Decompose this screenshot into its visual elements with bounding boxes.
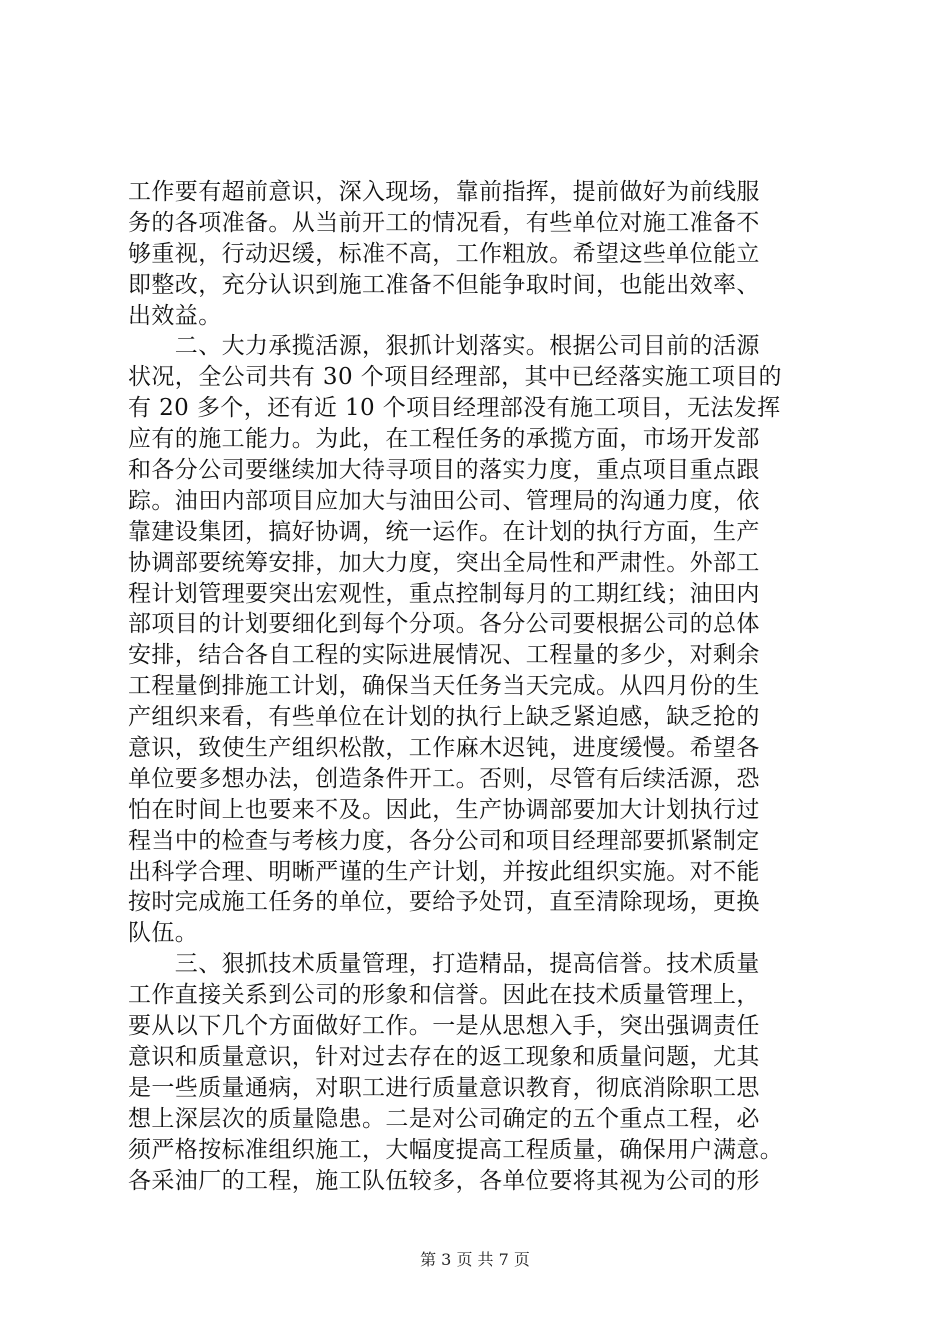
text-line: 踪。油田内部项目应加大与油田公司、管理局的沟通力度，依 — [128, 487, 760, 514]
text-line: 工程量倒排施工计划，确保当天任务当天完成。从四月份的生 — [128, 673, 760, 700]
text-line: 协调部要统筹安排，加大力度，突出全局性和严肃性。外部工 — [128, 549, 760, 576]
text-line: 怕在时间上也要来不及。因此，生产协调部要加大计划执行过 — [128, 796, 760, 823]
text-line: 意识，致使生产组织松散，工作麻木迟钝，进度缓慢。希望各 — [128, 735, 760, 762]
text-line: 出科学合理、明晰严谨的生产计划，并按此组织实施。对不能 — [128, 858, 760, 885]
text-line: 队伍。 — [128, 920, 199, 947]
text-line: 是一些质量通病，对职工进行质量意识教育，彻底消除职工思 — [128, 1074, 760, 1101]
text-line: 工作直接关系到公司的形象和信誉。因此在技术质量管理上， — [128, 982, 760, 1009]
text-line: 工作要有超前意识，深入现场，靠前指挥，提前做好为前线服 — [128, 179, 760, 205]
text-line: 有 20 多个，还有近 10 个项目经理部没有施工项目，无法发挥 — [128, 395, 781, 422]
text-line: 和各分公司要继续加大待寻项目的落实力度，重点项目重点跟 — [128, 457, 760, 484]
text-line: 靠建设集团，搞好协调，统一运作。在计划的执行方面，生产 — [128, 518, 760, 545]
text-line: 要从以下几个方面做好工作。一是从思想入手，突出强调责任 — [128, 1013, 760, 1040]
page-footer: 第 3 页 共 7 页 — [420, 1250, 530, 1269]
text-line: 出效益。 — [128, 302, 222, 329]
text-line: 即整改，充分认识到施工准备不但能争取时间，也能出效率、 — [128, 271, 760, 298]
body-text — [128, 177, 848, 1196]
text-line: 意识和质量意识，针对过去存在的返工现象和质量问题，尤其 — [128, 1043, 760, 1070]
text-line: 务的各项准备。从当前开工的情况看，有些单位对施工准备不 — [128, 209, 760, 236]
text-line: 想上深层次的质量隐患。二是对公司确定的五个重点工程，必 — [128, 1105, 760, 1132]
text-line: 安排，结合各自工程的实际进展情况、工程量的多少，对剩余 — [128, 642, 760, 669]
text-line: 各采油厂的工程，施工队伍较多，各单位要将其视为公司的形 — [128, 1167, 760, 1194]
text-line: 状况，全公司共有 30 个项目经理部，其中已经落实施工项目的 — [128, 364, 782, 391]
text-line: 产组织来看，有些单位在计划的执行上缺乏紧迫感，缺乏抢的 — [128, 704, 760, 731]
text-line: 二、大力承揽活源，狠抓计划落实。根据公司目前的活源 — [128, 333, 760, 360]
text-line: 三、狠抓技术质量管理，打造精品，提高信誉。技术质量 — [128, 951, 760, 978]
text-line: 应有的施工能力。为此，在工程任务的承揽方面，市场开发部 — [128, 426, 760, 453]
text-line: 部项目的计划要细化到每个分项。各分公司要根据公司的总体 — [128, 611, 760, 638]
text-line: 单位要多想办法，创造条件开工。否则，尽管有后续活源，恐 — [128, 765, 760, 792]
text-line: 程当中的检查与考核力度，各分公司和项目经理部要抓紧制定 — [128, 827, 760, 854]
text-line: 须严格按标准组织施工，大幅度提高工程质量，确保用户满意。 — [128, 1136, 784, 1163]
text-line: 够重视，行动迟缓，标准不高，工作粗放。希望这些单位能立 — [128, 240, 760, 267]
text-line: 按时完成施工任务的单位，要给予处罚，直至清除现场，更换 — [128, 889, 760, 916]
text-line: 程计划管理要突出宏观性，重点控制每月的工期红线；油田内 — [128, 580, 760, 607]
